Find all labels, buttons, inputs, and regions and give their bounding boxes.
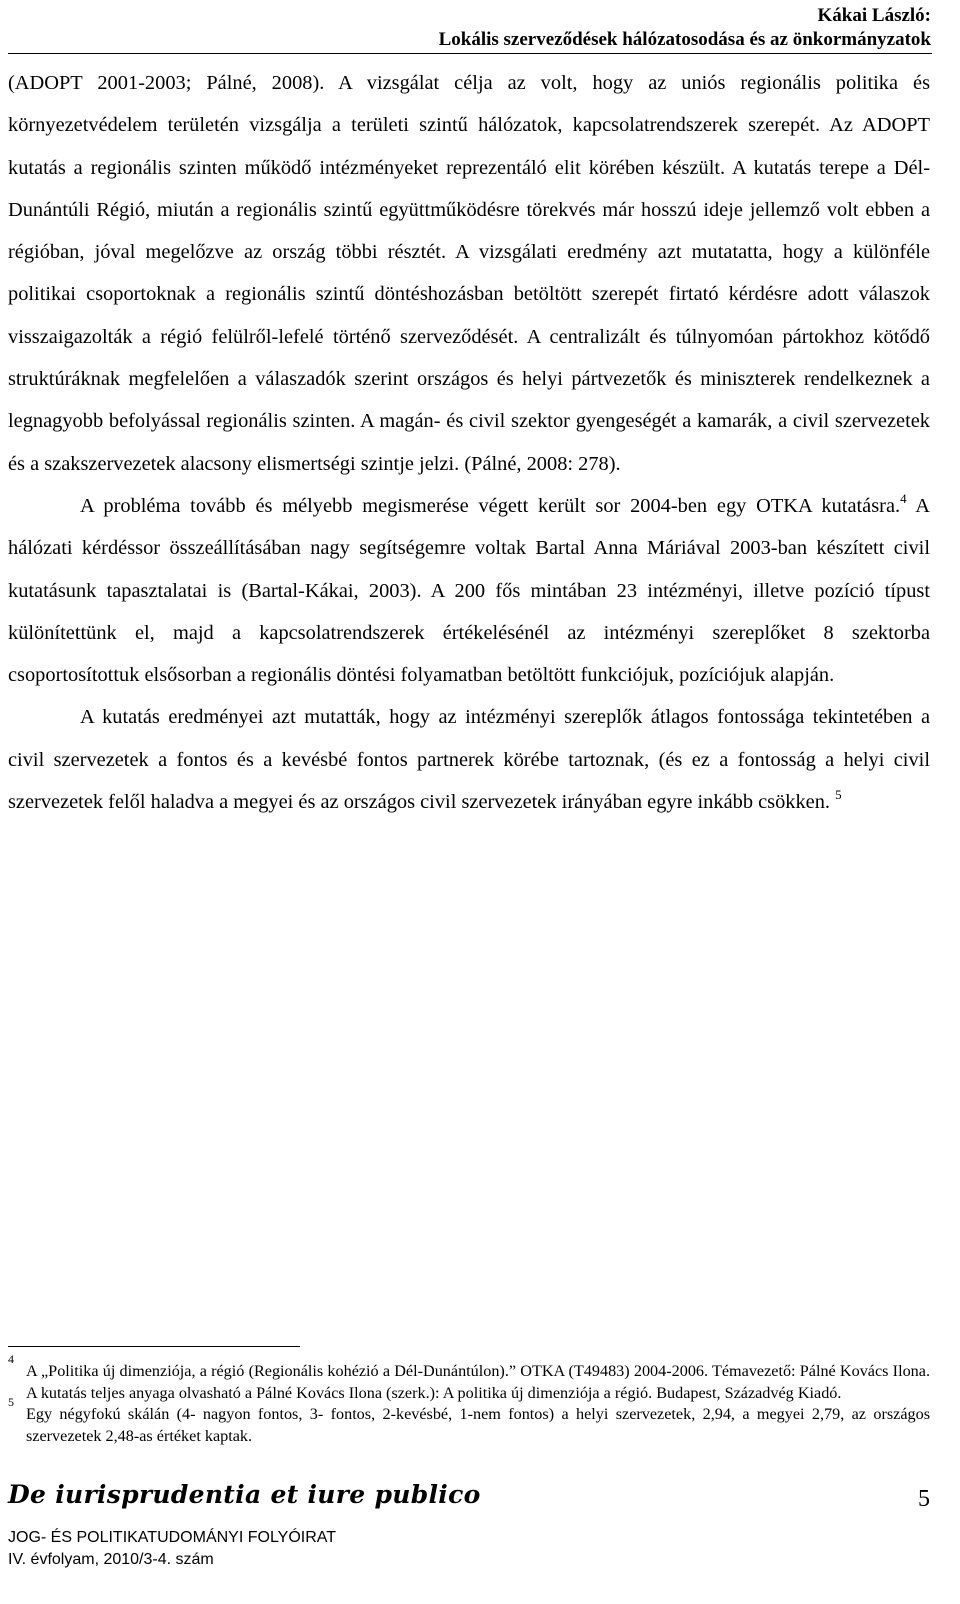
footnote-ref-4: 4	[900, 490, 907, 506]
journal-volume: IV. évfolyam, 2010/3-4. szám	[8, 1551, 214, 1568]
footnote-ref-5: 5	[835, 787, 842, 803]
paragraph-2-text-start: A probléma tovább és mélyebb megismerése végett került sor 2004-ben egy OTKA kutatásra.	[80, 494, 901, 517]
paragraph-3	[8, 696, 930, 823]
page-number: 5	[918, 1486, 930, 1512]
footnote-text: Egy négyfokú skálán (4- nagyon fontos, 3- fontos, 2-kevésbé, 1-nem fontos) a helyi szervezetek, 2,94, a megyei 2,79, az országos szervezetek 2,48-as értéket kaptak.	[26, 1405, 930, 1445]
paragraph-2	[8, 485, 930, 696]
footnote-divider	[8, 1346, 300, 1347]
footnote-mark: 4	[8, 1352, 14, 1366]
paragraph-1: (ADOPT 2001-2003; Pálné, 2008). A vizsgálat célja az volt, hogy az uniós regionális politika és környezetvédelem területén vizsgálja a területi szintű hálózatok, kapcsolatrendszerek szerepét. Az ADOPT kutatás a regionális szinten működő intézményeket reprezentáló elit körében készült. A kutatás terepe a Dél-Dunántúli Régió, miután a regionális szintű együttműködésre törekvés már hosszú ideje jellemző volt ebben a régióban, jóval megelőzve az ország többi résztét. A vizsgálati eredmény azt mutatatta, hogy a különféle politikai csoportoknak a regionális szintű döntéshozásban betöltött szerepét firtató kérdésre adott válaszok visszaigazolták a régió felülről-lefelé történő szerveződését. A centralizált és túlnyomóan pártokhoz kötődő struktúráknak megfelelően a válaszadók szerint országos és helyi pártvezetők és miniszterek rendelkeznek a legnagyobb befolyással regionális szinten. A magán- és civil szektor gyengeségét a kamarák, a civil szervezetek és a szakszervezetek alacsony elismertségi szintje jelzi. (Pálné, 2008: 278).	[8, 72, 930, 475]
header-author: Kákai László:	[817, 5, 931, 26]
body-text	[8, 62, 930, 823]
footnote-mark: 5	[8, 1395, 14, 1409]
header-title: Lokális szerveződések hálózatosodása és az önkormányzatok	[438, 29, 931, 50]
footnote-5	[8, 1395, 930, 1447]
journal-subtitle: JOG- ÉS POLITIKATUDOMÁNYI FOLYÓIRAT	[8, 1529, 337, 1546]
journal-title: De iurisprudentia et iure publico	[8, 1480, 481, 1509]
running-header	[439, 4, 931, 52]
footnote-4	[8, 1352, 930, 1404]
journal-info	[8, 1527, 336, 1571]
header-divider	[8, 53, 932, 54]
paragraph-3-text: A kutatás eredményei azt mutatták, hogy az intézményi szereplők átlagos fontossága tekintetében a civil szervezetek a fontos és a kevésbé fontos partnerek körébe tartoznak, (és ez a fontosság a helyi civil szervezetek felől haladva a megyei és az országos civil szervezetek irányában egyre inkább csökken.	[8, 706, 930, 814]
paragraph-2-text-end: A hálózati kérdéssor összeállításában nagy segítségemre voltak Bartal Anna Máriával 2003-ban készített civil kutatásunk tapasztalatai is (Bartal-Kákai, 2003). A 200 fős mintában 23 intézményi, illetve pozíció típust különítettünk el, majd a kapcsolatrendszerek értékelésénél az intézményi szereplőket 8 szektorba csoportosítottuk elsősorban a regionális döntési folyamatban betöltött funkciójuk, pozíciójuk alapján.	[8, 494, 930, 687]
footnote-text: A „Politika új dimenziója, a régió (Regionális kohézió a Dél-Dunántúlon).” OTKA (T49483) 2004-2006. Témavezető: Pálné Kovács Ilona. A kutatás teljes anyaga olvasható a Pálné Kovács Ilona (szerk.): A politika új dimenziója a régió. Budapest, Századvég Kiadó.	[26, 1362, 930, 1402]
footnotes	[8, 1352, 930, 1447]
